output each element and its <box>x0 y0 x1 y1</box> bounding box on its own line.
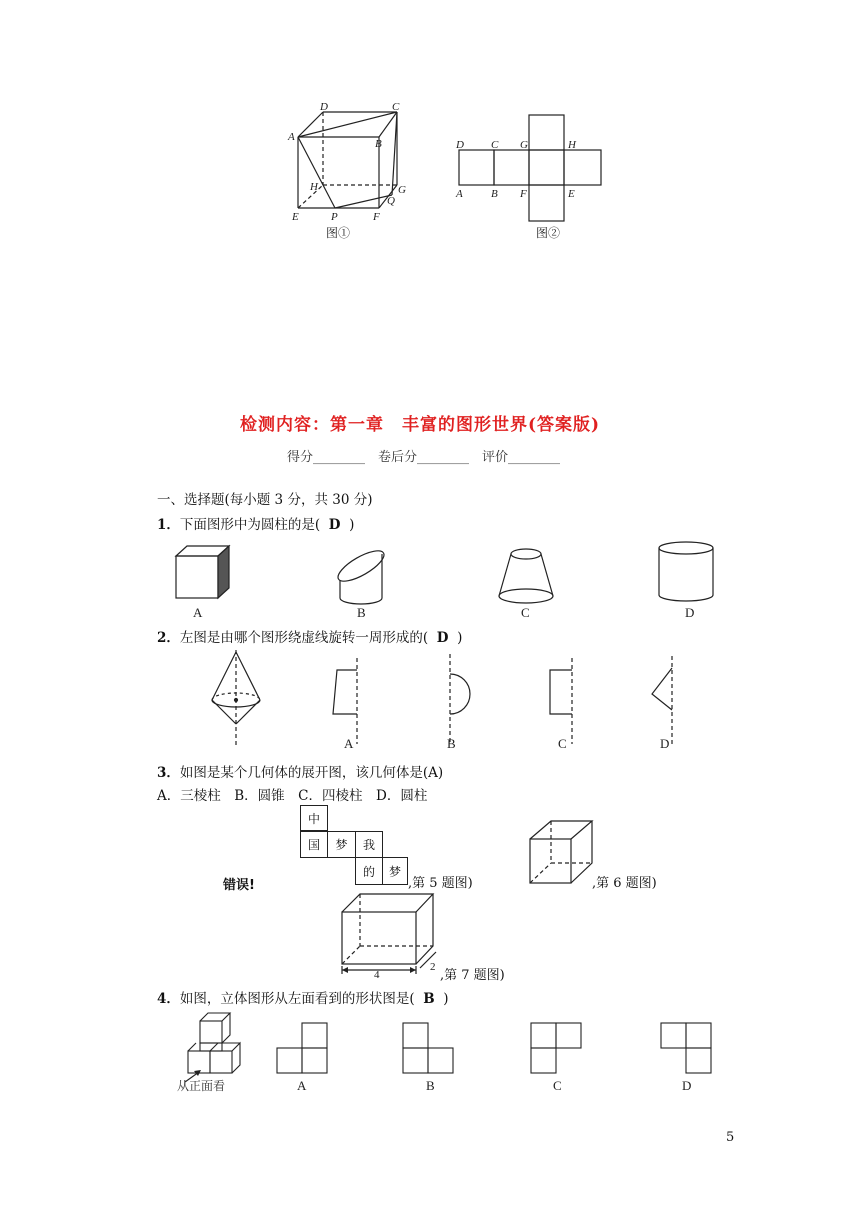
figure-5-net <box>300 805 408 885</box>
svg-text:E: E <box>568 188 575 200</box>
svg-text:H: H <box>568 139 576 151</box>
view-direction-label: 从正面看 <box>177 1079 226 1093</box>
svg-text:F: F <box>373 211 380 223</box>
question-4-figures <box>165 1008 725 1098</box>
net-cell: 梦 <box>327 831 356 858</box>
q2-option-d: D <box>660 736 670 751</box>
svg-text:G: G <box>398 184 406 196</box>
question-1-number: 1． <box>157 517 180 533</box>
question-3-text: 如图是某个几何体的展开图，该几何体是(A) <box>179 765 444 781</box>
q2-option-b: B <box>447 736 456 751</box>
svg-text:E: E <box>292 211 299 223</box>
figure-7-width: 2 <box>430 961 436 973</box>
q2-option-a: A <box>344 736 354 751</box>
q4-option-b: B <box>426 1078 435 1093</box>
question-1: 1．下面图形中为圆柱的是( D ) <box>157 517 355 533</box>
section-heading: 一、选择题(每小题 3 分，共 30 分) <box>157 492 373 508</box>
question-4-text: 如图，立体图形从左面看到的形状图是( <box>179 991 415 1007</box>
figure-2-net <box>450 110 610 245</box>
question-1-answer: D <box>328 517 341 533</box>
page-title: 检测内容：第一章 丰富的图形世界(答案版) <box>240 415 601 435</box>
net-cell: 中 <box>300 805 328 831</box>
question-3 <box>157 761 443 781</box>
question-1-text: 下面图形中为圆柱的是( <box>179 517 321 533</box>
page-number: 5 <box>726 1130 735 1145</box>
net-cell: 梦 <box>382 857 408 885</box>
score-line: 得分________ 卷后分________ 评价________ <box>287 450 561 465</box>
svg-text:D: D <box>320 101 328 113</box>
error-label: 错误! <box>223 878 255 893</box>
figure-7-box <box>336 890 446 982</box>
svg-text:F: F <box>520 188 527 200</box>
question-2: 2．左图是由哪个图形绕虚线旋转一周形成的( D ) <box>157 630 463 646</box>
question-2-number: 2． <box>157 630 180 646</box>
q4-option-d: D <box>682 1078 692 1093</box>
figure-2-caption: 图② <box>536 226 561 240</box>
net-cell: 的 <box>355 857 383 885</box>
svg-text:Q: Q <box>387 195 395 207</box>
svg-text:C: C <box>392 101 400 113</box>
svg-text:P: P <box>331 211 338 223</box>
question-2-text: 左图是由哪个图形绕虚线旋转一周形成的( <box>179 630 429 646</box>
question-3-choices: A．三棱柱 B．圆锥 C．四棱柱 D．圆柱 <box>157 788 428 804</box>
question-3-number: 3． <box>157 765 180 781</box>
svg-text:B: B <box>375 138 382 150</box>
figure-5-caption: ,第 5 题图) <box>408 876 473 891</box>
svg-text:G: G <box>520 139 528 151</box>
q4-option-a: A <box>297 1078 307 1093</box>
figure-1-cube <box>280 100 420 245</box>
svg-text:H: H <box>310 181 318 193</box>
question-4: 4．如图，立体图形从左面看到的形状图是( B ) <box>157 991 449 1007</box>
svg-text:A: A <box>456 188 463 200</box>
svg-text:D: D <box>456 139 464 151</box>
net-cell: 国 <box>300 831 328 858</box>
net-cell: 我 <box>355 831 383 858</box>
svg-text:C: C <box>491 139 499 151</box>
question-1-figures <box>160 540 720 622</box>
question-2-figures <box>200 648 700 752</box>
q1-option-c: C <box>521 605 530 620</box>
figure-6-caption: ,第 6 题图) <box>592 876 657 891</box>
q1-option-b: B <box>357 605 366 620</box>
figure-7-caption: ,第 7 题图) <box>440 968 505 983</box>
figure-6-cube <box>522 818 597 888</box>
svg-text:A: A <box>288 131 295 143</box>
q1-option-d: D <box>685 605 695 620</box>
question-4-answer: B <box>423 991 435 1007</box>
question-2-answer: D <box>436 630 449 646</box>
q1-option-a: A <box>193 605 203 620</box>
svg-text:B: B <box>491 188 498 200</box>
q4-option-c: C <box>553 1078 562 1093</box>
figure-7-length: 4 <box>374 969 380 981</box>
question-4-number: 4． <box>157 991 180 1007</box>
figure-1-caption: 图① <box>326 226 351 240</box>
q2-option-c: C <box>558 736 567 751</box>
